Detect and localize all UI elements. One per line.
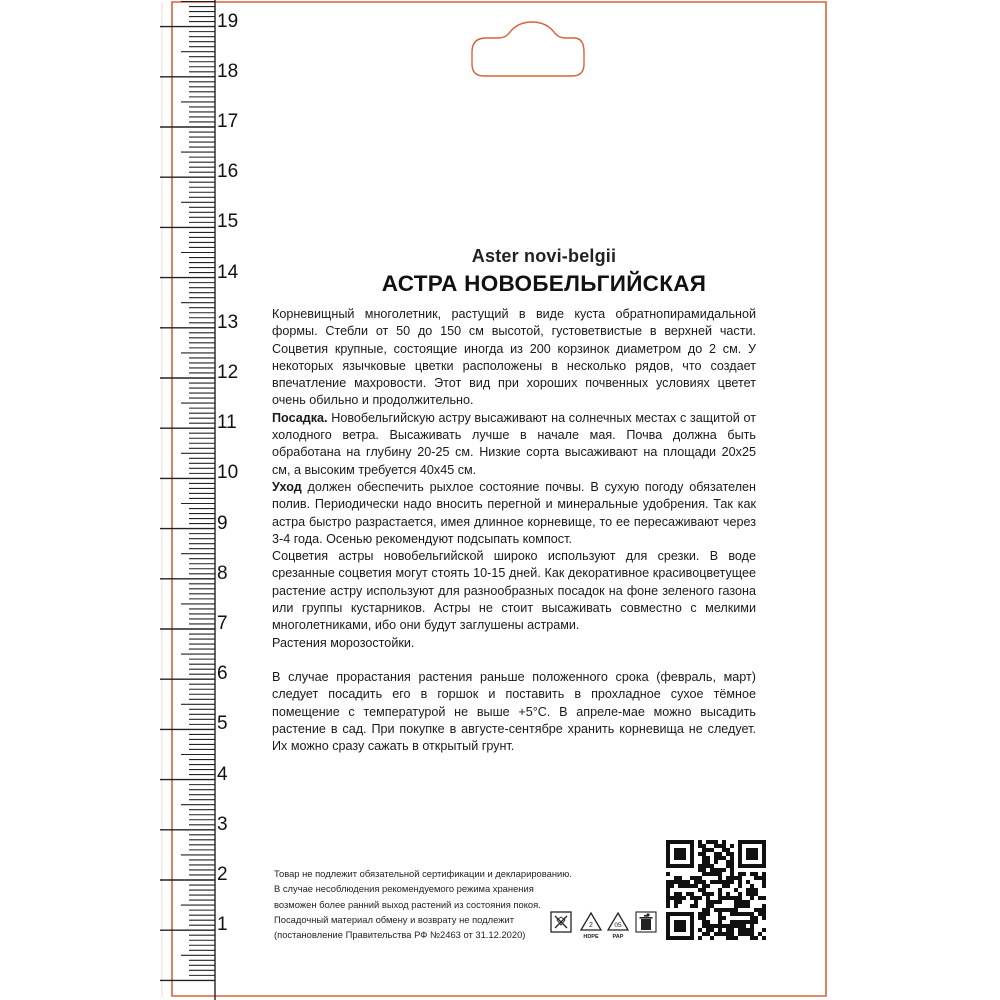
- recycle-pap-icon: [608, 913, 628, 940]
- hdpe-code: 2: [589, 922, 593, 929]
- ruler-number: 13: [217, 311, 239, 333]
- ruler-number: 9: [217, 512, 228, 534]
- ruler-ticks: [160, 0, 240, 1000]
- ruler-number: 6: [217, 663, 228, 685]
- latin-name: Aster novi-belgii: [471, 246, 617, 266]
- pap-code: 05: [614, 922, 622, 929]
- trash-bin-icon: [636, 912, 656, 932]
- ruler-number: 16: [217, 161, 239, 183]
- qr-code: [666, 840, 766, 940]
- ruler-number: 14: [217, 261, 239, 283]
- ruler-number: 18: [217, 60, 239, 82]
- ruler-number: 1: [217, 914, 228, 936]
- planting-label: Посадка.: [272, 410, 328, 425]
- footer-line: возможен более ранний выход растений из состояния покоя.: [274, 898, 541, 910]
- pap-label: PAP: [612, 934, 624, 940]
- eco-symbols: [548, 908, 658, 942]
- common-name: АСТРА НОВОБЕЛЬГИЙСКАЯ: [381, 271, 707, 296]
- ruler-number: 7: [217, 613, 228, 634]
- ruler-number: 10: [217, 462, 239, 484]
- no-pvc-icon: [551, 912, 571, 932]
- ruler-number: 2: [217, 864, 228, 885]
- care-paragraph: [272, 479, 756, 548]
- ruler-number: 17: [217, 111, 239, 132]
- footer-notes: [274, 866, 594, 942]
- storage-paragraph: В случае прорастания растения раньше положенного срока (февраль, март) следует посадить его в горшок и поставить в прохладное сухое тёмное помещение с температурой не выше +5°C. В апреле-мае можно высадить растение в сад. При покупке в августе-сентябре хранить корневища не следует. Их можно сразу сажать в открытый грунт.: [272, 669, 756, 754]
- planting-paragraph: [272, 410, 756, 479]
- ruler-number: 12: [217, 362, 239, 383]
- hdpe-label: HDPE: [583, 934, 599, 940]
- ruler-number: 3: [217, 813, 228, 835]
- footer-line: (постановление Правительства РФ №2463 от 31.12.2020): [274, 929, 526, 941]
- ruler-number: 8: [217, 562, 228, 584]
- footer-line: Посадочный материал обмену и возврату не подлежит: [274, 913, 515, 925]
- care-text: должен обеспечить рыхлое состояние почвы. В сухую погоду обязателен полив. Периодически надо вносить перегной и минеральные удобрения. Так как астра быстро разрастается, имея длинное корневище, то ее пересаживают через 3-4 года. Осенью рекомендуют подсыпать компост.: [272, 479, 756, 546]
- care-label: Уход: [272, 479, 302, 494]
- planting-text: Новобельгийскую астру высаживают на солнечных местах с защитой от холодного ветра. Высаживать лучше в начале мая. Почва должна быть обработана на глубину 20-25 см. Низкие сорта высаживают на площади 20х25 см, а высоким требуется 40х45 см.: [272, 410, 756, 477]
- paragraph-gap: [272, 652, 756, 669]
- hardiness-paragraph: Растения морозостойки.: [272, 635, 415, 650]
- recycle-hdpe-icon: [581, 913, 601, 940]
- hang-hole: [472, 22, 584, 76]
- body-text: [272, 306, 756, 755]
- ruler: [160, 0, 240, 1000]
- ruler-number: 5: [217, 713, 228, 735]
- footer-line: В случае несоблюдения рекомендуемого режима хранения: [274, 883, 534, 895]
- intro-paragraph: Корневищный многолетник, растущий в виде куста обратнопирамидальной формы. Стебли от 50 до 150 см высотой, густоветвистые в верхней части. Соцветия крупные, состоящие иногда из 200 корзинок диаметром до 2 см. У некоторых язычковые цветки расположены в несколько рядов, что создает впечатление махровости. Этот вид при хороших почвенных условиях цветет очень обильно и продолжительно.: [272, 307, 756, 408]
- ruler-number: 11: [217, 412, 237, 434]
- ruler-number: 4: [217, 763, 228, 785]
- description-block: [272, 246, 756, 755]
- usage-paragraph: Соцветия астры новобельгийской широко используют для срезки. В воде срезанные соцветия могут стоять 10-15 дней. Как декоративное красивоцветущее растение астру используют для разнообразных посадок на фоне зеленого газона или группы кустарников. Астры не стоит высаживать совместно с мелкими многолетниками, ибо они будут заглушены астрами.: [272, 549, 756, 633]
- ruler-number: 19: [217, 10, 239, 32]
- footer-line: Товар не подлежит обязательной сертификации и декларированию.: [274, 868, 572, 879]
- ruler-number: 15: [217, 211, 239, 233]
